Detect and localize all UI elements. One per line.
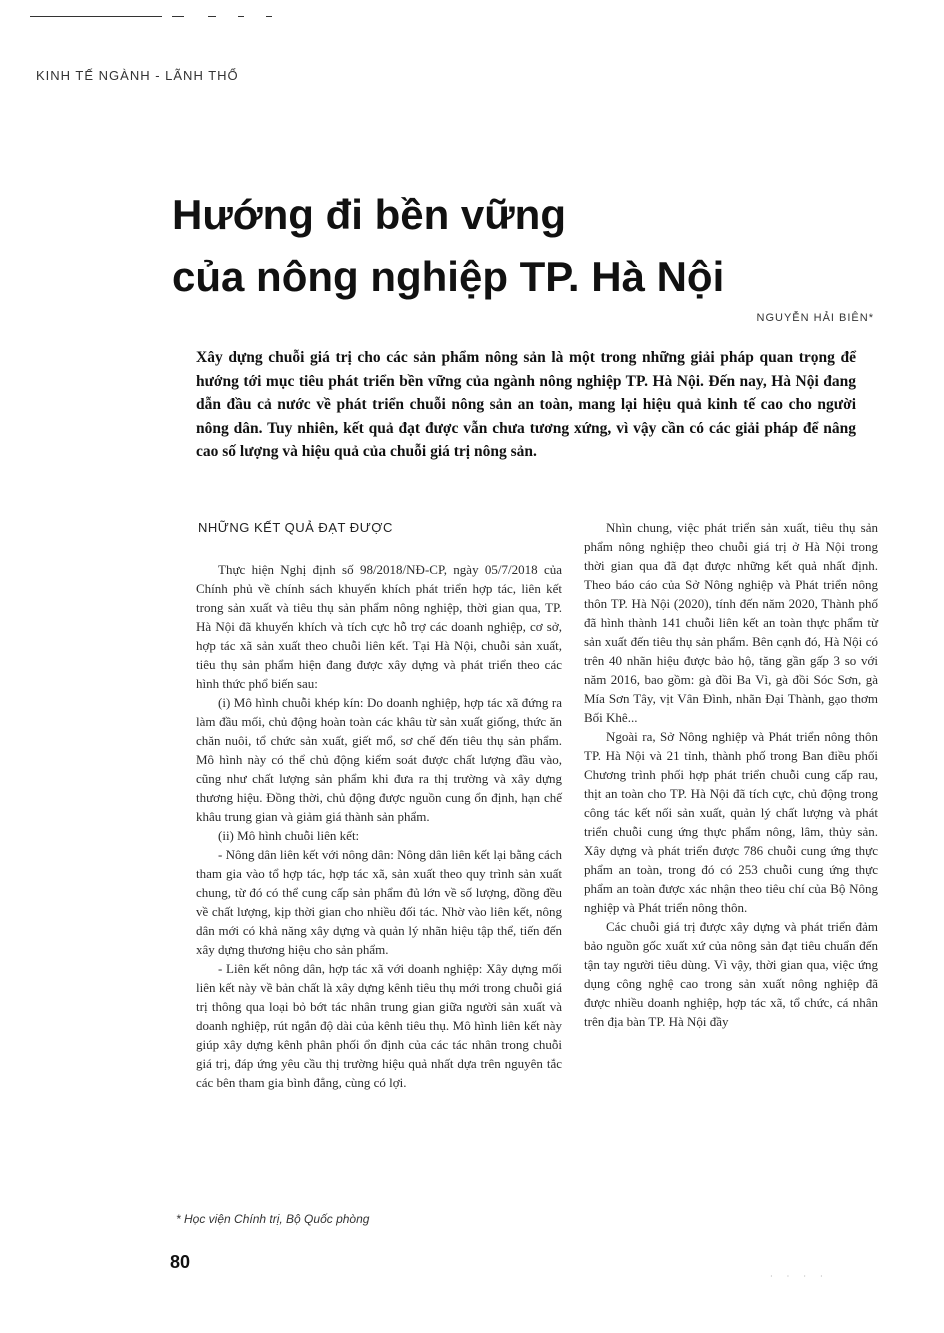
body-paragraph: - Liên kết nông dân, hợp tác xã với doanh nghiệp: Xây dựng mối liên kết này về bản chất là xây dựng kênh tiêu thụ mới trong chuỗi giá trị thông qua loại bỏ bớt tác nhân trung gian giữa người sản xuất và doanh nghiệp, rút ngắn độ dài của kênh tiêu thụ. Mô hình liên kết này giúp xây dựng kênh phân phối ổn định của các tác nhân trong chuỗi giá trị, đáp ứng yêu cầu thị trường hiệu quả nhất dựa trên nguyên tắc các bên tham gia bình đẳng, cùng có lợi.	[196, 961, 562, 1090]
top-rule-dash	[172, 16, 184, 17]
top-rule-dash	[238, 16, 244, 17]
top-rule-dash	[266, 16, 272, 17]
body-paragraph: Các chuỗi giá trị được xây dựng và phát triển đảm bảo nguồn gốc xuất xứ của nông sản đạt tiêu chuẩn đến tận tay người tiêu dùng. Vì vậy, thời gian qua, việc ứng dụng công nghệ cao trong sản xuất nông nghiệp đã được nhiều doanh nghiệp, hợp tác xã, tổ chức, cá nhân trên địa bàn TP. Hà Nội đầy	[584, 919, 878, 1029]
author-name: NGUYỄN HẢI BIÊN*	[756, 312, 874, 324]
left-column	[196, 518, 562, 1092]
page-number: 80	[170, 1252, 191, 1272]
title-line-2: của nông nghiệp TP. Hà Nội	[172, 253, 725, 300]
body-paragraph: (i) Mô hình chuỗi khép kín: Do doanh nghiệp, hợp tác xã đứng ra làm đầu mối, chủ động hoàn toàn các khâu từ sản xuất giống, thức ăn chăn nuôi, tổ chức sản xuất, giết mổ, sơ chế đến tiêu thụ sản phẩm. Mô hình này có thể chủ động kiểm soát được chất lượng đầu vào, cũng như chất lượng sản phẩm khi đưa ra thị trường và xây dựng thương hiệu. Đồng thời, chủ động được nguồn cung ổn định, hạn chế khâu trung gian và giảm giá thành sản phẩm.	[196, 695, 562, 824]
body-paragraph: Ngoài ra, Sở Nông nghiệp và Phát triển nông thôn TP. Hà Nội và 21 tỉnh, thành phố trong Ban điều phối Chương trình phối hợp phát triển chuỗi cung cấp rau, thịt an toàn cho TP. Hà Nội đã tích cực, chủ động trong công tác kết nối sản xuất, quản lý chất lượng và phát triển chuỗi cung ứng thực phẩm nông, lâm, thủy sản. Xây dựng và phát triển được 786 chuỗi cung ứng thực phẩm an toàn, trong đó có 253 chuỗi cung ứng thực phẩm an toàn được xác nhận theo tiêu chí của Bộ Nông nghiệp và Phát triển nông thôn.	[584, 729, 878, 915]
body-paragraph: - Nông dân liên kết với nông dân: Nông dân liên kết lại bằng cách tham gia vào tổ hợp tác, hợp tác xã, sản xuất theo quy trình sản xuất chung, từ đó có thể cung cấp sản phẩm đủ lớn về số lượng, đồng đều về chất lượng, kịp thời gian cho nhiều đối tác. Nhờ vào liên kết, nông dân mới có khả năng xây dựng và quản lý nhãn hiệu tập thể, tiến đến xây dựng thương hiệu cho sản phẩm.	[196, 847, 562, 957]
top-rule-dash	[208, 16, 216, 17]
article-title	[172, 184, 872, 308]
right-column	[584, 518, 878, 1031]
body-paragraph: Thực hiện Nghị định số 98/2018/NĐ-CP, ngày 05/7/2018 của Chính phủ về chính sách khuyến khích phát triển hợp tác, liên kết trong sản xuất và tiêu thụ sản phẩm nông nghiệp, thời gian qua, TP. Hà Nội đã khuyến khích và tích cực hỗ trợ các doanh nghiệp, cơ sở, hợp tác xã sản xuất theo chuỗi liên kết. Tại Hà Nội, chuỗi sản xuất, tiêu thụ sản phẩm hiện đang được xây dựng và phát triển theo các hình thức phổ biến sau:	[196, 562, 562, 691]
body-paragraph: (ii) Mô hình chuỗi liên kết:	[218, 828, 360, 843]
section-header: KINH TẾ NGÀNH - LÃNH THỔ	[36, 68, 239, 83]
body-paragraph: Nhìn chung, việc phát triển sản xuất, tiêu thụ sản phẩm nông nghiệp theo chuỗi giá trị ở Hà Nội trong thời gian qua đã đạt được những kết quả nhất định. Theo báo cáo của Sở Nông nghiệp và Phát triển nông thôn TP. Hà Nội (2020), tính đến năm 2020, Thành phố đã hình thành 141 chuỗi liên kết an toàn thực phẩm từ sản xuất đến tiêu thụ sản phẩm. Bên cạnh đó, Hà Nội có trên 40 nhãn hiệu được bảo hộ, tăng gần gấp 3 so với năm 2016, bao gồm: gà đồi Ba Vì, gà đồi Sóc Sơn, gà Mía Sơn Tây, vịt Vân Đình, nhãn Đại Thành, gạo thơm Bối Khê...	[584, 520, 878, 725]
top-rule	[30, 16, 162, 17]
section-heading: NHỮNG KẾT QUẢ ĐẠT ĐƯỢC	[198, 520, 393, 535]
author-affiliation-footnote: * Học viện Chính trị, Bộ Quốc phòng	[176, 1212, 370, 1226]
lead-paragraph: Xây dựng chuỗi giá trị cho các sản phẩm nông sản là một trong những giải pháp quan trọng để hướng tới mục tiêu phát triển bền vững của ngành nông nghiệp TP. Hà Nội. Đến nay, Hà Nội đang dẫn đầu cả nước về phát triển chuỗi nông sản an toàn, mang lại hiệu quả kinh tế cao cho người nông dân. Tuy nhiên, kết quả đạt được vẫn chưa tương xứng, vì vậy cần có các giải pháp để nâng cao số lượng và hiệu quả của chuỗi giá trị nông sản.	[196, 349, 856, 460]
scan-artifact: · · · ·	[770, 1272, 829, 1281]
title-line-1: Hướng đi bền vững	[172, 191, 566, 238]
